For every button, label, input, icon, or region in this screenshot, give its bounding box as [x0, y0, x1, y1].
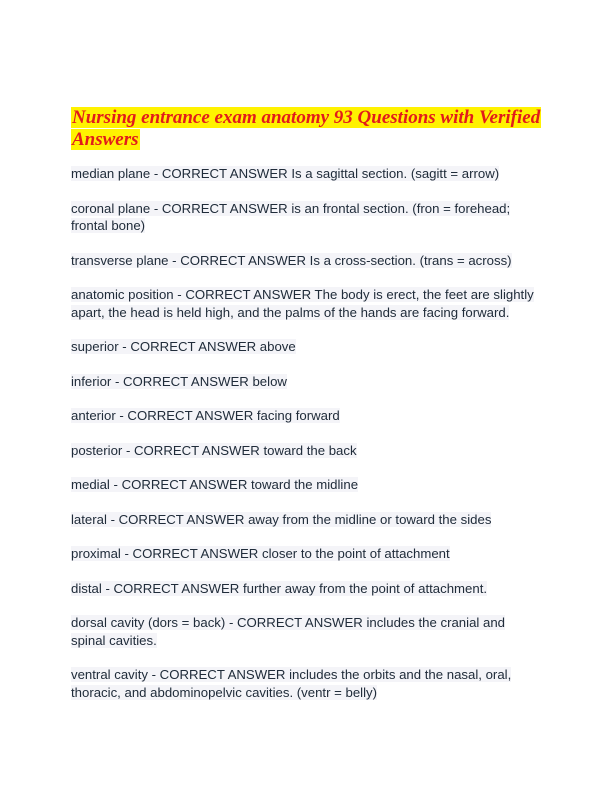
qa-item: coronal plane - CORRECT ANSWER is an frontal section. (fron = forehead; frontal bone) — [71, 200, 511, 233]
qa-item: posterior - CORRECT ANSWER toward the back — [71, 442, 357, 458]
document-title — [71, 107, 541, 151]
title-highlight: Nursing entrance exam anatomy 93 Questions with Verified Answers — [72, 107, 541, 150]
qa-list — [71, 165, 541, 701]
qa-item: transverse plane - CORRECT ANSWER Is a cross-section. (trans = across) — [71, 252, 512, 268]
qa-item: median plane - CORRECT ANSWER Is a sagittal section. (sagitt = arrow) — [71, 166, 500, 181]
qa-item: superior - CORRECT ANSWER above — [71, 339, 296, 354]
qa-item: proximal - CORRECT ANSWER closer to the point of attachment — [71, 546, 450, 561]
qa-item: inferior - CORRECT ANSWER below — [71, 373, 287, 389]
qa-item: distal - CORRECT ANSWER further away from the point of attachment. — [71, 580, 488, 596]
qa-item: anterior - CORRECT ANSWER facing forward — [71, 408, 340, 423]
qa-item: dorsal cavity (dors = back) - CORRECT ANSWER includes the cranial and spinal cavities. — [71, 615, 506, 648]
qa-item: anatomic position - CORRECT ANSWER The body is erect, the feet are slightly apart, the head is held high, and the palms of the hands are facing forward. — [71, 287, 534, 320]
qa-item: ventral cavity - CORRECT ANSWER includes the orbits and the nasal, oral, thoracic, and abdominopelvic cavities. (ventr = belly) — [71, 667, 512, 700]
qa-item: lateral - CORRECT ANSWER away from the midline or toward the sides — [71, 511, 492, 527]
qa-item: medial - CORRECT ANSWER toward the midline — [71, 477, 359, 492]
